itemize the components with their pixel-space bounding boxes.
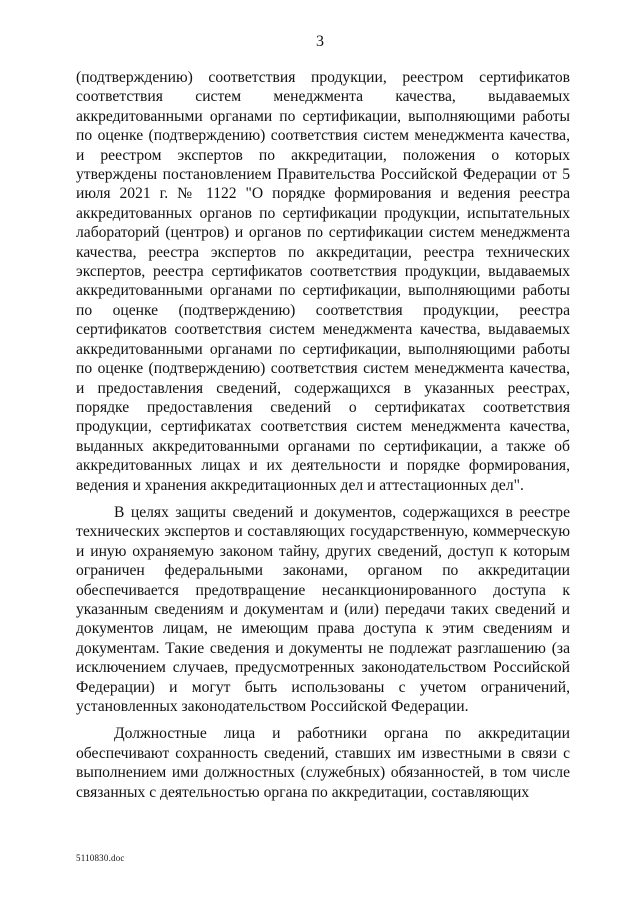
paragraph-registries-continuation: (подтверждению) соответствия продукции, реестром сертификатов соответствия систем менеджмента качества, выдаваемых аккредитованными органами по сертификации, выполняющими работы по оценке (подтверждению) соответствия систем менеджмента качества, и реестром экспертов по аккредитации, положения о которых утверждены постановлением Правительства Российской Федерации от 5 июля 2021 г. № 1122 "О порядке формирования и ведения реестра аккредитованных органов по сертификации продукции, испытательных лабораторий (центров) и органов по сертификации систем менеджмента качества, реестра экспертов по аккредитации, реестра технических экспертов, реестра сертификатов соответствия продукции, выдаваемых аккредитованными органами по сертификации, выполняющими работы по оценке (подтверждению) соответствия продукции, реестра сертификатов соответствия систем менеджмента качества, выдаваемых аккредитованными органами по сертификации, выполняющими работы по оценке (подтверждению) соответствия систем менеджмента качества, и предоставления сведений, содержащихся в указанных реестрах, порядке предоставления сведений о сертификатах соответствия продукции, сертификатах соответствия систем менеджмента качества, выданных аккредитованными органами по сертификации, а также об аккредитованных лицах и их деятельности и порядке формирования, ведения и хранения аккредитационных дел и аттестационных дел". — [76, 69, 570, 494]
paragraph-officials-confidentiality: Должностные лица и работники органа по аккредитации обеспечивают сохранность сведений, ставших им известными в связи с выполнением ими должностных (служебных) обязанностей, в том числе связанных с деятельностью органа по аккредитации, составляющих — [76, 725, 570, 801]
paragraph-information-protection: В целях защиты сведений и документов, содержащихся в реестре технических экспертов и составляющих государственную, коммерческую и иную охраняемую законом тайну, других сведений, доступ к которым ограничен федеральными законами, органом по аккредитации обеспечивается предотвращение несанкционированного доступа к указанным сведениям и документам и (или) передачи таких сведений и документов лицам, не имеющим права доступа к этим сведениям и документам. Такие сведения и документы не подлежат разглашению (за исключением случаев, предусмотренных законодательством Российской Федерации) и могут быть использованы с учетом ограничений, установленных законодательством Российской Федерации. — [76, 503, 570, 715]
page-number: 3 — [316, 33, 324, 50]
document-file-name: 5110830.doc — [76, 853, 125, 863]
document-body — [76, 68, 570, 802]
